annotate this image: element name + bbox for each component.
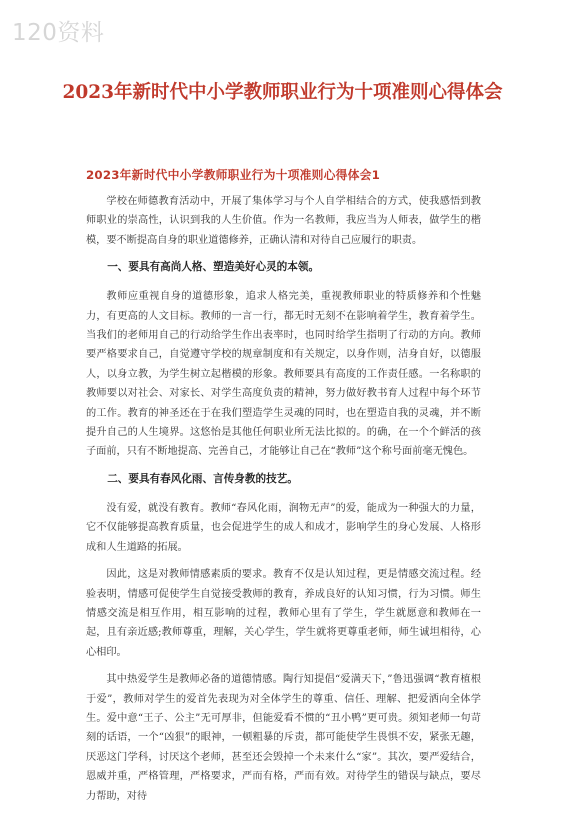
document-title: 2023年新时代中小学教师职业行为十项准则心得体会	[62, 82, 503, 103]
section-title: 2023年新时代中小学教师职业行为十项准则心得体会1	[86, 168, 380, 182]
paragraph: 没有爱，就没有教育。教师“春风化雨，润物无声”的爱，能成为一种强大的力量，它不仅能够提高教育质量，也会促进学生的成人和成才，影响学生的身心发展、人格形成和人生道路的拓展。	[86, 502, 481, 553]
paragraph: 学校在师德教育活动中，开展了集体学习与个人自学相结合的方式，使我感悟到教师职业的崇高性，认识到我的人生价值。作为一名教师，我应当为人师表，做学生的楷模，要不断提高自身的职业道德修养，正确认清和对待自己应履行的职责。	[86, 196, 481, 246]
section-heading: 二、要具有春风化雨、言传身教的技艺。	[107, 472, 298, 485]
paragraph: 因此，这是对教师情感素质的要求。教育不仅是认知过程，更是情感交流过程。经验表明，情感可促使学生自觉接受教师的教育，养成良好的认知习惯，行为习惯。师生情感交流是相互作用，相互影响的过程，教师心里有了学生，学生就愿意和教师在一起，且有亲近感;教师尊重，理解，关心学生，学生就将更尊重老师，师生诚坦相待，心心相印。	[86, 569, 481, 658]
paragraph: 教师应重视自身的道德形象，追求人格完美，重视教师职业的特质修养和个性魅力，有更高的人文目标。教师的一言一行，都无时无刻不在影响着学生，教育着学生。当我们的老师用自己的行动给学生作出表率时，也同时给学生指明了行动的方向。教师要严格要求自己，自觉遵守学校的规章制度和有关规定，以身作则，洁身自好，以德服人，以身立教，为学生树立起楷模的形象。教师要具有高度的工作责任感。一名称职的教师要以对社会、对家长、对学生高度负责的精神，努力做好教书育人过程中每个环节的工作。教育的神圣还在于在我们塑造学生灵魂的同时，也在塑造自我的灵魂，并不断提升自己的人生境界。这悠怡是其他任何职业所无法比拟的。的确，在一个个鲜活的孩子面前，只有不断地提高、完善自己，才能够让自己在“教师”这个称号面前毫无愧色。	[86, 291, 481, 458]
document-body	[86, 192, 481, 814]
section-heading: 一、要具有高尚人格、塑造美好心灵的本领。	[107, 261, 320, 274]
paragraph: 其中热爱学生是教师必备的道德情感。陶行知提倡“爱满天下，”鲁迅强调“教育植根于爱”，教师对学生的爱首先表现为对全体学生的尊重、信任、理解、把爱洒向全体学生。爱中意“王子、公主”无可厚非，但能爱看不惯的“丑小鸭”更可贵。须知老师一句苛刻的话语，一个“凶狠”的眼神，一顿粗暴的斥责，都可能使学生畏惧不安，紧张无趣，厌恶这门学科，讨厌这个老师，甚至还会毁掉一个未来什么“家”。其次，要严爱结合，恩威并重，严格管理，严格要求，严而有格，严而有效。对待学生的错误与缺点，要尽力帮助，对待	[86, 674, 481, 802]
watermark-logo: 120资料	[12, 20, 105, 46]
